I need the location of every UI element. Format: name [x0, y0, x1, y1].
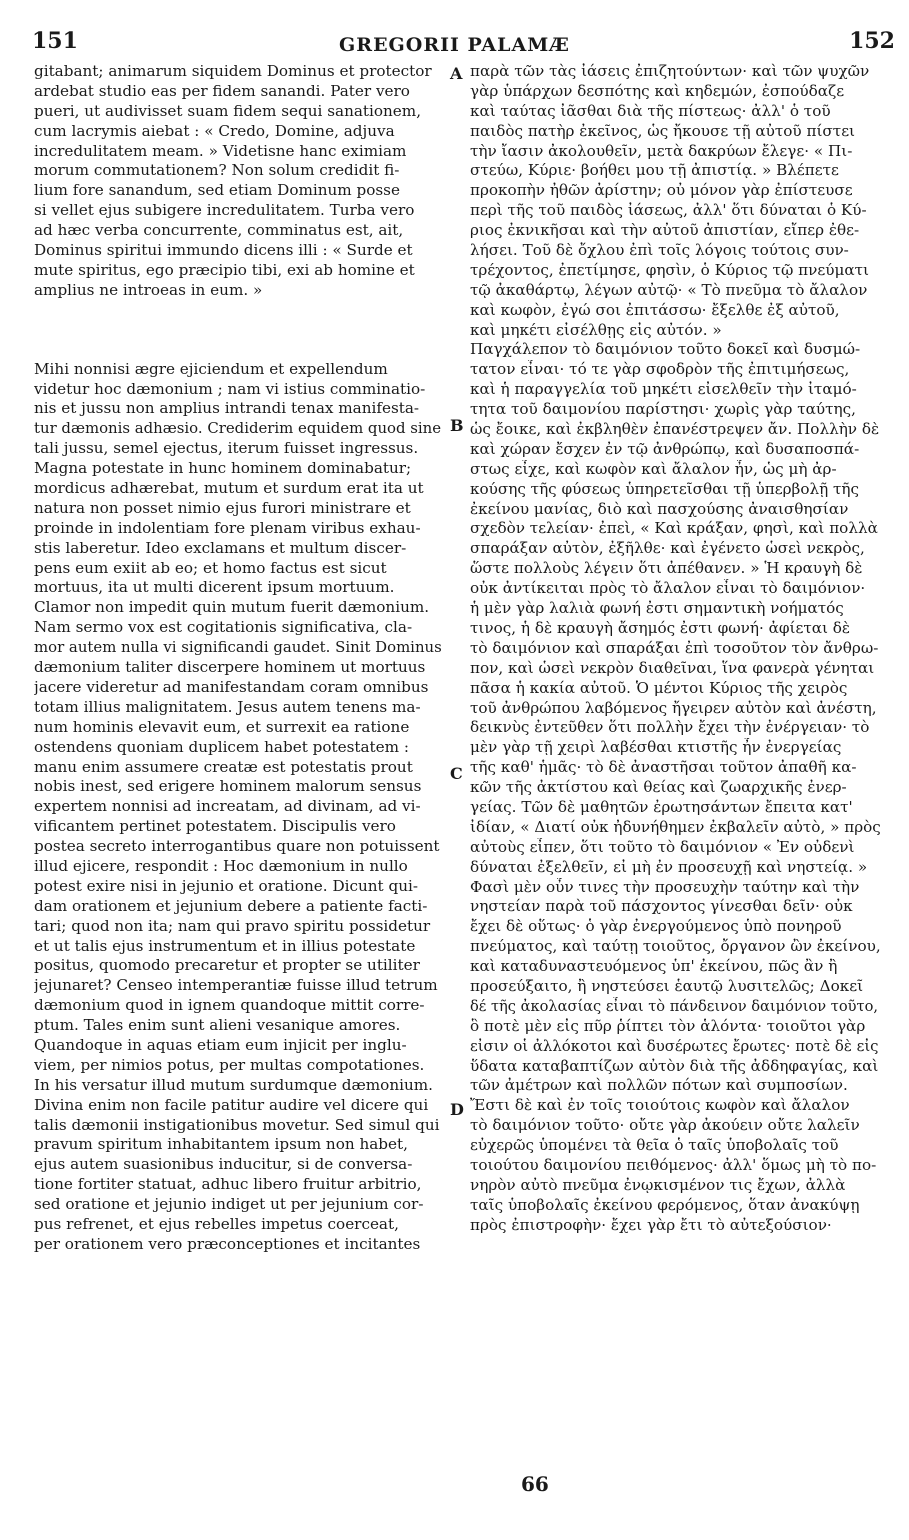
greek-text-line: μὲν γὰρ τῇ χειρὶ λαβέσθαι κτιστῆς ἦν ἐνεργείας: [470, 738, 842, 757]
greek-text-line: καὶ μηκέτι εἰσέλθῃς εἰς αὐτόν. »: [470, 320, 722, 339]
greek-text-line: δέ τῆς ἀκολασίας εἶναι τὸ πάνδεινον δαιμόνιον τοῦτο,: [470, 997, 879, 1015]
greek-text-line: τρέχοντος, ἐπετίμησε, φησὶν, ὁ Κύριος τῷ πνεύματι: [470, 260, 869, 279]
greek-text-line: ὡς ἔοικε, καὶ ἐκβληθὲν ἐπανέστρεψεν ἄν. Πολλὴν δὲ: [470, 420, 880, 439]
greek-text-line: καὶ καταδυναστευόμενος ὑπ' ἐκείνου, πῶς ἂν ἢ: [470, 957, 838, 976]
greek-text-line: Παγχάλεπον τὸ δαιμόνιον τοῦτο δοκεῖ καὶ δυσμώ-: [470, 340, 861, 359]
latin-text-line: vificantem pertinet potestatem. Discipulis vero: [34, 817, 396, 836]
greek-text-line: προσεύξαιτο, ἢ νηστεύσει ἑαυτῷ λυσιτελῶς; Δοκεῖ: [470, 976, 864, 995]
latin-text-line: mute spiritus, ego præcipio tibi, exi ab homine et: [34, 260, 415, 279]
latin-text-line: expertem nonnisi ad increatam, ad divinam, ad vi-: [34, 797, 421, 816]
latin-text-line: Dominus spiritui immundo dicens illi : « Surde et: [34, 241, 413, 260]
greek-paragraph-1: [470, 62, 882, 340]
greek-text-line: αὐτοὺς εἶπεν, ὅτι τοῦτο τὸ δαιμόνιον « Ἐν οὐδενὶ: [470, 837, 855, 856]
greek-text-line: δύναται ἐξελθεῖν, εἰ μὴ ἐν προσευχῇ καὶ νηστείᾳ. »: [470, 857, 868, 876]
greek-text-line: ὃ ποτὲ μὲν εἰς πῦρ ῥίπτει τὸν ἁλόντα· τοιοῦτοι γὰρ: [470, 1016, 866, 1035]
latin-text-line: tari; quod non ita; nam qui pravo spiritu possidetur: [34, 916, 431, 935]
greek-text-line: ἔχει δὲ οὕτως· ὁ γὰρ ἐνεργούμενος ὑπὸ πονηροῦ: [470, 917, 842, 936]
latin-text-line: mor autem nulla vi significandi gaudet. Sinit Dominus: [34, 638, 442, 657]
greek-text-line: τῆς καθ' ἡμᾶς· τὸ δὲ ἀναστῆσαι τοῦτον ἀπαθῆ κα-: [470, 758, 857, 777]
margin-markers: [446, 0, 470, 1540]
latin-text-line: si vellet ejus subigere incredulitatem. Turba vero: [34, 201, 415, 220]
latin-text-line: nis et jussu non amplius intrandi tenax manifesta-: [34, 399, 420, 418]
greek-text-line: τῷ ἀκαθάρτῳ, λέγων αὐτῷ· « Τὸ πνεῦμα τὸ ἄλαλον: [470, 280, 868, 299]
latin-text-line: talis dæmonii instigationibus movetur. Sed simul qui: [34, 1115, 440, 1134]
latin-text-line: per orationem vero præconceptiones et incitantes: [34, 1234, 421, 1253]
greek-text-line: πρὸς ἐπιστροφὴν· ἔχει γὰρ ἔτι τὸ αὐτεξούσιον·: [470, 1215, 832, 1234]
signature-mark: 66: [521, 1472, 549, 1496]
greek-text-line: τοῦ ἀνθρώπου λαβόμενος ἤγειρεν αὐτὸν καὶ ἀνέστη,: [470, 698, 877, 717]
running-title: GREGORII PALAMÆ: [339, 34, 570, 56]
greek-text-line: τητα τοῦ δαιμονίου παρίστησι· χωρὶς γὰρ ταύτης,: [470, 400, 856, 419]
greek-text-line: τῶν ἀμέτρων καὶ πολλῶν πότων καὶ συμποσίων.: [470, 1076, 848, 1095]
latin-text-line: ardebat studio eas per fidem sanandi. Pater vero: [34, 81, 410, 100]
latin-text-line: illud ejicere, respondit : Hoc dæmonium in nullo: [34, 856, 408, 875]
latin-column: [34, 62, 446, 1532]
latin-text-line: pus refrenet, et ejus rebelles impetus coerceat,: [34, 1214, 399, 1233]
greek-text-line: ταῖς ὑποβολαῖς ἐκείνου φερόμενος, ὅταν ἀνακύψῃ: [470, 1195, 860, 1214]
latin-text-line: ostendens quoniam duplicem habet potestatem :: [34, 737, 409, 756]
greek-text-line: καὶ κωφὸν, ἐγώ σοι ἐπιτάσσω· ἔξελθε ἐξ αὐτοῦ,: [470, 300, 840, 319]
latin-text-line: totam illius malignitatem. Jesus autem tenens ma-: [34, 697, 421, 716]
greek-text-line: σπαράξαν αὐτὸν, ἐξῆλθε· καὶ ἐγένετο ὡσεὶ νεκρὸς,: [470, 539, 865, 558]
latin-text-line: et ut talis ejus instrumentum et in illius potestate: [34, 936, 416, 955]
latin-text-line: ad hæc verba concurrente, comminatus est, ait,: [34, 221, 404, 240]
paragraph-gap: [34, 301, 446, 360]
latin-paragraph-2: [34, 360, 446, 1255]
greek-text-line: γὰρ ὑπάρχων δεσπότης καὶ κηδεμών, ἐσπούδαζε: [470, 81, 845, 100]
greek-text-line: τὸ δαιμόνιον τοῦτο· οὔτε γὰρ ἀκούειν οὔτε λαλεῖν: [470, 1116, 860, 1135]
greek-text-line: νηστείαν παρὰ τοῦ πάσχοντος γίνεσθαι δεῖν· οὐκ: [470, 897, 853, 916]
greek-text-line: στως εἶχε, καὶ κωφὸν καὶ ἄλαλον ἦν, ὡς μὴ ἀρ-: [470, 459, 837, 478]
latin-text-line: positus, quomodo precaretur et propter se utiliter: [34, 956, 420, 975]
latin-text-line: postea secreto interrogantibus quare non potuissent: [34, 837, 440, 856]
latin-text-line: potest exire nisi in jejunio et oratione. Dicunt qui-: [34, 876, 418, 895]
latin-text-line: dæmonium taliter discerpere hominem ut mortuus: [34, 658, 426, 677]
greek-text-line: λήσει. Τοῦ δὲ ὄχλου ἐπὶ τοῖς λόγοις τούτοις συν-: [470, 241, 849, 260]
greek-text-line: παιδὸς πατὴρ ἐκεῖνος, ὡς ἤκουσε τῇ αὐτοῦ πίστει: [470, 121, 856, 140]
latin-text-line: In his versatur illud mutum surdumque dæmonium.: [34, 1075, 433, 1094]
greek-text-line: Ἔστι δὲ καὶ ἐν τοῖς τοιούτοις κωφὸν καὶ ἄλαλον: [470, 1096, 850, 1115]
greek-text-line: δεικνὺς ἐντεῦθεν ὅτι πολλὴν ἔχει τὴν ἐνέργειαν· τὸ: [470, 718, 870, 737]
latin-text-line: mortuus, ita ut multi dicerent ipsum mortuum.: [34, 578, 395, 597]
margin-marker-d: D: [450, 1100, 464, 1119]
latin-text-line: tur dæmonis adhæsio. Crediderim equidem quod sine: [34, 419, 442, 438]
latin-text-line: dæmonium quod in ignem quandoque mittit corre-: [34, 996, 425, 1015]
latin-text-line: mordicus adhærebat, mutum et surdum erat ita ut: [34, 479, 424, 498]
greek-text-line: τινος, ἡ δὲ κραυγὴ ἄσημός ἐστι φωνή· ἀφίεται δὲ: [470, 618, 851, 637]
latin-text-line: dam orationem et jejunium debere a patiente facti-: [34, 896, 428, 915]
greek-text-line: εὐχερῶς ὑπομένει τὰ θεῖα ὁ ταῖς ὑποβολαῖς τοῦ: [470, 1136, 839, 1155]
latin-text-line: tione fortiter statuat, adhuc libero fruitur arbitrio,: [34, 1175, 422, 1194]
latin-paragraph-1: [34, 62, 446, 301]
latin-text-line: incredulitatem meam. » Videtisne hanc eximiam: [34, 141, 407, 160]
greek-text-line: σχεδὸν τελείαν· ἐπεὶ, « Καὶ κράξαν, φησὶ, καὶ πολλὰ: [470, 519, 878, 538]
greek-paragraph-2: [470, 340, 882, 1235]
page-number-right: 152: [849, 28, 895, 54]
latin-text-line: sed oratione et jejunio indiget ut per jejunium cor-: [34, 1195, 424, 1214]
latin-text-line: Mihi nonnisi ægre ejiciendum et expellendum: [34, 359, 388, 378]
latin-text-line: nobis inest, sed erigere hominem malorum sensus: [34, 777, 422, 796]
greek-text-line: ἐκείνου μανίας, διὸ καὶ πασχούσης ἀναισθησίαν: [470, 499, 849, 518]
page-number-left: 151: [32, 28, 78, 54]
margin-marker-b: B: [450, 416, 464, 435]
greek-text-line: ἡ μὲν γὰρ λαλιὰ φωνή ἐστι σημαντικὴ νοήματός: [470, 599, 844, 618]
greek-text-line: πον, καὶ ὡσεὶ νεκρὸν διαθεῖναι, ἵνα φανερὰ γένηται: [470, 658, 875, 677]
latin-text-line: cum lacrymis aiebat : « Credo, Domine, adjuva: [34, 121, 395, 140]
latin-text-line: stis laberetur. Ideo exclamans et multum discer-: [34, 538, 407, 557]
latin-text-line: ptum. Tales enim sunt alieni vesanique amores.: [34, 1016, 401, 1035]
greek-text-line: κῶν τῆς ἀκτίστου καὶ θείας καὶ ζωαρχικῆς ἐνερ-: [470, 778, 847, 797]
greek-text-line: τατον εἶναι· τό τε γὰρ σφοδρὸν τῆς ἐπιτιμήσεως,: [470, 360, 850, 379]
latin-text-line: lium fore sanandum, sed etiam Dominum posse: [34, 181, 400, 200]
latin-text-line: pens eum exiit ab eo; et homo factus est sicut: [34, 558, 387, 577]
latin-text-line: Nam sermo vox est cogitationis significativa, cla-: [34, 618, 413, 637]
greek-text-line: καὶ ταύτας ἰᾶσθαι διὰ τῆς πίστεως· ἀλλ' ὁ τοῦ: [470, 101, 831, 120]
latin-text-line: viem, per nimios potus, per multas compotationes.: [34, 1055, 425, 1074]
latin-text-line: Clamor non impedit quin mutum fuerit dæmonium.: [34, 598, 430, 617]
latin-text-line: proinde in indolentiam fore plenam viribus exhau-: [34, 518, 421, 537]
greek-text-line: τοιούτου δαιμονίου πειθόμενος· ἀλλ' ὅμως μὴ τὸ πο-: [470, 1155, 877, 1174]
greek-text-line: τὴν ἴασιν ἀκολουθεῖν, μετὰ δακρύων ἔλεγε· « Πι-: [470, 141, 853, 160]
greek-text-line: τὸ δαιμόνιον καὶ σπαράξαι ἐπὶ τοσοῦτον τὸν ἄνθρω-: [470, 638, 879, 657]
latin-text-line: videtur hoc dæmonium ; nam vi istius comminatio-: [34, 379, 426, 398]
latin-text-line: manu enim assumere creatæ est potestatis prout: [34, 757, 413, 776]
greek-text-line: πᾶσα ἡ κακία αὐτοῦ. Ὁ μέντοι Κύριος τῆς χειρὸς: [470, 678, 848, 697]
latin-text-line: pravum spiritum inhabitantem ipsum non habet,: [34, 1135, 408, 1154]
latin-text-line: pueri, ut audivisset suam fidem sequi sanationem,: [34, 101, 422, 120]
latin-text-line: morum commutationem? Non solum credidit fi-: [34, 161, 400, 180]
greek-text-line: καὶ ἡ παραγγελία τοῦ μηκέτι εἰσελθεῖν τὴν ἰταμό-: [470, 380, 857, 399]
margin-marker-c: C: [450, 764, 463, 783]
latin-text-line: natura non posset nimio ejus furori ministrare et: [34, 498, 411, 517]
greek-text-line: ὕδατα καταβαπτίζων αὐτὸν διὰ τῆς ἀδδηφαγίας, καὶ: [470, 1056, 879, 1075]
latin-text-line: amplius ne introeas in eum. »: [34, 280, 263, 299]
greek-text-line: καὶ χώραν ἔσχεν ἐν τῷ ἀνθρώπῳ, καὶ δυσαποσπά-: [470, 439, 860, 458]
greek-text-line: εἰσιν οἱ ἀλλόκοτοι καὶ δυσέρωτες ἔρωτες· ποτὲ δὲ εἰς: [470, 1036, 879, 1055]
latin-text-line: ejus autem suasionibus inducitur, si de conversa-: [34, 1155, 413, 1174]
greek-text-line: ριος ἐκνικῆσαι καὶ τὴν αὐτοῦ ἀπιστίαν, εἴπερ ἐθε-: [470, 221, 860, 240]
margin-marker-a: A: [450, 64, 463, 83]
latin-text-line: tali jussu, semel ejectus, iterum fuisset ingressus.: [34, 439, 419, 458]
greek-text-line: ὥστε πολλοὺς λέγειν ὅτι ἀπέθανεν. » Ἡ κραυγὴ δὲ: [470, 559, 863, 578]
greek-text-line: προκοπὴν ἠθῶν ἀρίστην; οὐ μόνον γὰρ ἐπίστευσε: [470, 181, 853, 200]
greek-text-line: οὐκ ἀντίκειται πρὸς τὸ ἄλαλον εἶναι τὸ δαιμόνιον·: [470, 579, 866, 598]
latin-text-line: num hominis elevavit eum, et surrexit ea ratione: [34, 717, 410, 736]
greek-column: [470, 62, 882, 1532]
latin-text-line: Quandoque in aquas etiam eum injicit per inglu-: [34, 1035, 407, 1054]
greek-text-line: παρὰ τῶν τὰς ἰάσεις ἐπιζητούντων· καὶ τῶν ψυχῶν: [470, 62, 870, 80]
greek-text-line: περὶ τῆς τοῦ παιδὸς ἰάσεως, ἀλλ' ὅτι δύναται ὁ Κύ-: [470, 201, 867, 220]
greek-text-line: γείας. Τῶν δὲ μαθητῶν ἐρωτησάντων ἔπειτα κατ': [470, 797, 853, 816]
greek-text-line: ἰδίαν, « Διατί οὐκ ἠδυνήθημεν ἐκβαλεῖν αὐτὸ, » πρὸς: [470, 817, 881, 836]
greek-text-line: κούσης τῆς φύσεως ὑπηρετεῖσθαι τῇ ὑπερβολῇ τῆς: [470, 479, 860, 498]
greek-text-line: πνεύματος, καὶ ταύτῃ τοιοῦτος, ὄργανον ὢν ἐκείνου,: [470, 937, 881, 956]
latin-text-line: Magna potestate in hunc hominem dominabatur;: [34, 459, 412, 478]
latin-text-line: Divina enim non facile patitur audire vel dicere qui: [34, 1095, 429, 1114]
greek-text-line: νηρὸν αὐτὸ πνεῦμα ἐνῳκισμένον τις ἔχων, ἀλλὰ: [470, 1175, 846, 1194]
greek-text-line: Φασὶ μὲν οὖν τινες τὴν προσευχὴν ταύτην καὶ τὴν: [470, 877, 860, 896]
latin-text-line: jejunaret? Censeo intemperantiæ fuisse illud tetrum: [34, 976, 438, 995]
greek-text-line: στεύω, Κύριε· βοήθει μου τῇ ἀπιστίᾳ. » Βλέπετε: [470, 161, 839, 180]
latin-text-line: jacere videretur ad manifestandam coram omnibus: [34, 677, 429, 696]
latin-text-line: gitabant; animarum siquidem Dominus et protector: [34, 62, 432, 80]
